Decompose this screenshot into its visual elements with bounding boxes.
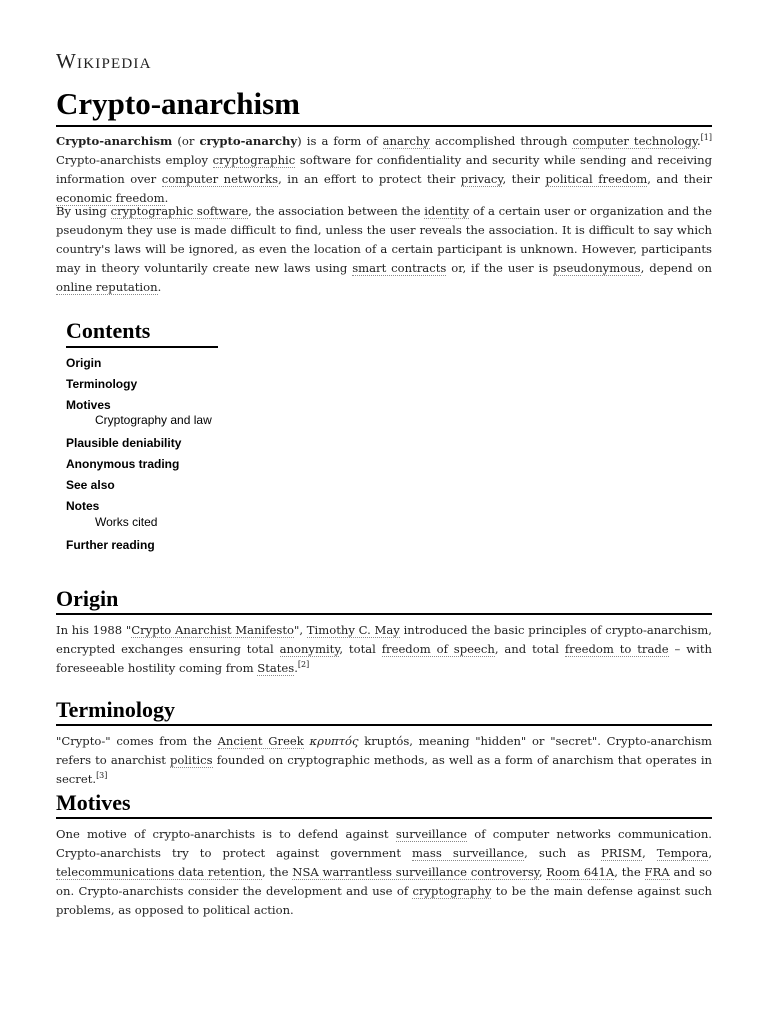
text: kruptós, meaning "hidden" or "secret". Crypto-anarchism refers to anarchist — [56, 734, 713, 767]
text: ", — [294, 623, 307, 637]
toc-item-plausible-deniability[interactable]: Plausible deniability — [66, 436, 182, 450]
text: and so on. Crypto-anarchists consider the development and use of — [56, 865, 712, 898]
toc-divider — [66, 346, 218, 348]
toc-item-terminology[interactable]: Terminology — [66, 377, 138, 391]
link-economic-freedom[interactable]: economic freedom — [56, 191, 165, 205]
text: . — [164, 191, 169, 205]
heading-motives: Motives — [56, 790, 131, 815]
link-computer-technology[interactable]: computer technology — [572, 134, 697, 148]
text: , depend on — [640, 261, 712, 275]
text: of computer networks communication. Crypto-anarchists try to protect against government — [56, 827, 712, 860]
link-cryptography[interactable]: cryptography — [412, 884, 492, 898]
text: , total — [339, 642, 382, 656]
text: One motive of crypto-anarchists is to defend against — [56, 827, 396, 841]
toc-item-origin[interactable]: Origin — [66, 356, 102, 370]
toc-title: Contents — [66, 318, 151, 343]
link-tempora[interactable]: Tempora — [656, 846, 709, 860]
link-timothy-c-may[interactable]: Timothy C. May — [306, 623, 400, 637]
bold-term: crypto-anarchy — [199, 134, 298, 148]
text: , — [642, 846, 657, 860]
link-anonymity[interactable]: anonymity — [279, 642, 340, 656]
toc-item-anonymous-trading[interactable]: Anonymous trading — [66, 457, 180, 471]
text: , the — [262, 865, 293, 879]
link-nsa-warrantless-surveillance[interactable]: NSA warrantless surveillance controversy — [292, 865, 539, 879]
link-cryptographic[interactable]: cryptographic — [212, 153, 296, 167]
link-telecommunications-data-retention[interactable]: telecommunications data retention — [56, 865, 263, 879]
motives-paragraph — [56, 825, 712, 920]
text: , and their — [647, 172, 713, 186]
text: accomplished through — [429, 134, 573, 148]
text: or, if the user is — [446, 261, 554, 275]
origin-paragraph — [56, 621, 712, 678]
text: In his 1988 " — [56, 623, 132, 637]
link-cryptographic-software[interactable]: cryptographic software — [110, 204, 249, 218]
title-divider — [56, 125, 712, 127]
link-freedom-to-trade[interactable]: freedom to trade — [564, 642, 669, 656]
text: , in an effort to protect their — [278, 172, 461, 186]
link-politics[interactable]: politics — [170, 753, 213, 767]
text: . — [157, 280, 162, 294]
citation-1[interactable]: [1] — [700, 133, 712, 143]
link-identity[interactable]: identity — [424, 204, 470, 218]
text: of a certain user or organization and the pseudonym they use is made difficult to find, unless the user reveals the association. It is difficult to say which country's laws will be ignored, as even the location of a certain participant is unknown. However, participants may in theory voluntarily create new laws using — [56, 204, 712, 275]
terminology-divider — [56, 724, 712, 726]
link-room-641a[interactable]: Room 641A — [546, 865, 615, 879]
text: , such as — [524, 846, 602, 860]
link-anarchy[interactable]: anarchy — [382, 134, 430, 148]
heading-origin: Origin — [56, 586, 119, 611]
toc-item-further-reading[interactable]: Further reading — [66, 538, 155, 552]
citation-3[interactable]: [3] — [96, 771, 108, 781]
text: , — [708, 846, 713, 860]
motives-divider — [56, 817, 712, 819]
link-online-reputation[interactable]: online reputation — [56, 280, 158, 294]
text: By using — [56, 204, 111, 218]
text: , the association between the — [248, 204, 425, 218]
link-prism[interactable]: PRISM — [601, 846, 643, 860]
text: founded on cryptographic methods, as well as a form of anarchism that operates in secret. — [56, 753, 712, 786]
text: – with foreseeable hostility coming from — [56, 642, 712, 675]
text: introduced the basic principles of crypto-anarchism, encrypted exchanges ensuring total — [56, 623, 712, 656]
link-fra[interactable]: FRA — [644, 865, 670, 879]
link-mass-surveillance[interactable]: mass surveillance — [412, 846, 525, 860]
wikipedia-wordmark[interactable]: Wikipedia — [56, 49, 152, 73]
link-privacy[interactable]: privacy — [460, 172, 503, 186]
text: , — [538, 865, 547, 879]
text: , the — [614, 865, 645, 879]
text: (or — [172, 134, 200, 148]
toc-item-see-also[interactable]: See also — [66, 478, 115, 492]
page-title: Crypto-anarchism — [56, 86, 300, 121]
link-surveillance[interactable]: surveillance — [395, 827, 468, 841]
intro-paragraph-2 — [56, 202, 712, 297]
origin-divider — [56, 613, 712, 615]
link-computer-networks[interactable]: computer networks — [161, 172, 279, 186]
text: "Crypto-" comes from the — [56, 734, 218, 748]
text: software for confidentiality and security while sending and receiving information over — [56, 153, 712, 186]
toc-item-motives[interactable]: Motives — [66, 398, 111, 412]
text: . — [294, 661, 298, 675]
heading-terminology: Terminology — [56, 697, 175, 722]
toc-subitem-cryptography-and-law[interactable]: Cryptography and law — [95, 413, 212, 427]
greek-word: κρυπτός — [309, 734, 359, 748]
terminology-paragraph — [56, 732, 712, 789]
link-smart-contracts[interactable]: smart contracts — [352, 261, 447, 275]
citation-2[interactable]: [2] — [297, 660, 310, 670]
link-pseudonymous[interactable]: pseudonymous — [553, 261, 641, 275]
bold-term: Crypto-anarchism — [56, 134, 173, 148]
text: ) is a form of — [297, 134, 383, 148]
link-political-freedom[interactable]: political freedom — [545, 172, 648, 186]
link-states[interactable]: States — [257, 661, 295, 675]
link-crypto-anarchist-manifesto[interactable]: Crypto Anarchist Manifesto — [131, 623, 295, 637]
text: . — [696, 134, 701, 148]
text: , their — [502, 172, 546, 186]
toc-subitem-works-cited[interactable]: Works cited — [95, 515, 158, 529]
link-ancient-greek[interactable]: Ancient Greek — [217, 734, 304, 748]
text: Crypto-anarchists employ — [56, 153, 213, 167]
text: , and total — [494, 642, 565, 656]
intro-paragraph-1 — [56, 132, 712, 208]
toc-item-notes[interactable]: Notes — [66, 499, 100, 513]
text: to be the main defense against such problems, as opposed to political action. — [56, 884, 712, 917]
link-freedom-of-speech[interactable]: freedom of speech — [381, 642, 495, 656]
